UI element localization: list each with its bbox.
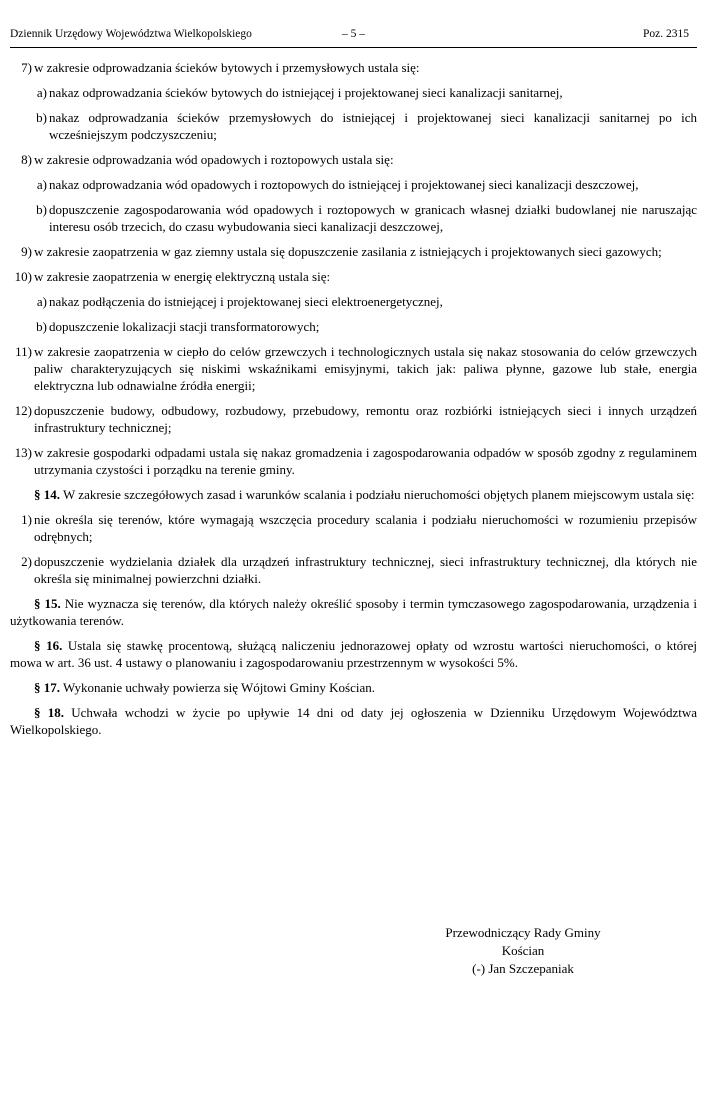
page-number: – 5 – — [342, 28, 365, 40]
list-item-12 — [10, 402, 697, 436]
item-text: w zakresie zaopatrzenia w gaz ziemny ustala się dopuszczenie zasilania z istniejących i projektowanych sieci gazowych; — [34, 244, 662, 259]
item-letter: a) — [36, 177, 47, 192]
list-item-7b — [10, 109, 697, 143]
paragraph-label: § 17. — [34, 680, 60, 695]
item-text: w zakresie gospodarki odpadami ustala się nakaz gromadzenia i zagospodarowania odpadów w sposób zgodny z regulaminem utrzymania czystości i porządku na terenie gminy. — [34, 445, 697, 477]
item-text: dopuszczenie zagospodarowania wód opadowych i roztopowych w granicach własnej działki budowlanej nie naruszając interesu osób trzecich, do czasu wybudowania sieci kanalizacji deszczowej, — [49, 202, 697, 234]
list-item-9 — [10, 243, 697, 260]
signature-block — [423, 924, 623, 978]
item-text: dopuszczenie budowy, odbudowy, rozbudowy, przebudowy, remontu oraz rozbiórki istniejących sieci i innych urządzeń infrastruktury technicznej; — [34, 403, 697, 435]
list-item-8a — [10, 176, 697, 193]
paragraph-17 — [10, 679, 697, 696]
item-text: nakaz odprowadzania wód opadowych i roztopowych do istniejącej i projektowanej sieci kanalizacji deszczowej, — [49, 177, 639, 192]
item-number: 8) — [21, 152, 32, 167]
paragraph-label: § 14. — [34, 487, 60, 502]
paragraph-18 — [10, 704, 697, 738]
paragraph-text: Uchwała wchodzi w życie po upływie 14 dni od daty jej ogłoszenia w Dzienniku Urzędowym Województwa Wielkopolskiego. — [10, 705, 698, 737]
signature-place: Kościan — [501, 943, 545, 958]
item-letter: b) — [36, 319, 47, 334]
item-text: nakaz podłączenia do istniejącej i projektowanej sieci elektroenergetycznej, — [49, 294, 443, 309]
item-text: w zakresie odprowadzania ścieków bytowych i przemysłowych ustala się: — [34, 60, 420, 75]
paragraph-15 — [10, 595, 697, 629]
paragraph-text: Nie wyznacza się terenów, dla których należy określić sposoby i termin tymczasowego zagospodarowania, urządzenia i użytkowania terenów. — [10, 596, 698, 628]
item-text: dopuszczenie wydzielania działek dla urządzeń infrastruktury technicznej, sieci infrastruktury technicznej, dla których nie określa się minimalnej powierzchni działki. — [34, 554, 697, 586]
list-item-11 — [10, 343, 697, 394]
item-letter: a) — [36, 85, 47, 100]
document-body — [10, 59, 697, 738]
item-letter: a) — [36, 294, 47, 309]
item-text: w zakresie zaopatrzenia w ciepło do celów grzewczych i technologicznych ustala się nakaz stosowania do celów grzewczych paliw charakteryzujących się niskimi wskaźnikami emisyjnymi, takich jak: paliwa płynne, gazowe lub stałe, energia elektryczna lub odnawialne źródła energii; — [34, 344, 697, 393]
list-item-10a — [10, 293, 697, 310]
signature-name: (-) Jan Szczepaniak — [472, 961, 574, 976]
paragraph-text: Wykonanie uchwały powierza się Wójtowi Gminy Kościan. — [63, 680, 375, 695]
item-number: 10) — [14, 269, 32, 284]
paragraph-14-item-1 — [10, 511, 697, 545]
page-header — [10, 26, 697, 48]
item-number: 7) — [21, 60, 32, 75]
list-item-7 — [10, 59, 697, 76]
item-letter: b) — [36, 202, 47, 217]
position-number: Poz. 2315 — [643, 28, 689, 40]
paragraph-16 — [10, 637, 697, 671]
document-page — [0, 26, 707, 1115]
list-item-10 — [10, 268, 697, 285]
journal-title: Dziennik Urzędowy Województwa Wielkopolskiego — [10, 28, 252, 40]
paragraph-label: § 15. — [34, 596, 61, 611]
item-text: nie określa się terenów, które wymagają wszczęcia procedury scalania i podziału nieruchomości w rozumieniu przepisów odrębnych; — [34, 512, 697, 544]
paragraph-text: Ustala się stawkę procentową, służącą naliczeniu jednorazowej opłaty od wzrostu wartości nieruchomości, o której mowa w art. 36 ust. 4 ustawy o planowaniu i zagospodarowaniu przestrzennym w wysokości 5%. — [10, 638, 697, 670]
paragraph-14 — [10, 486, 697, 503]
paragraph-label: § 16. — [34, 638, 63, 653]
item-number: 13) — [14, 445, 32, 460]
list-item-10b — [10, 318, 697, 335]
paragraph-text: W zakresie szczegółowych zasad i warunków scalania i podziału nieruchomości objętych planem miejscowym ustala się: — [63, 487, 695, 502]
item-number: 9) — [21, 244, 32, 259]
paragraph-label: § 18. — [34, 705, 64, 720]
item-letter: b) — [36, 110, 47, 125]
item-number: 1) — [21, 512, 32, 527]
item-number: 12) — [14, 403, 32, 418]
list-item-8b — [10, 201, 697, 235]
item-number: 11) — [15, 344, 32, 359]
item-text: w zakresie zaopatrzenia w energię elektryczną ustala się: — [34, 269, 331, 284]
item-text: dopuszczenie lokalizacji stacji transformatorowych; — [49, 319, 320, 334]
list-item-13 — [10, 444, 697, 478]
paragraph-14-item-2 — [10, 553, 697, 587]
item-text: nakaz odprowadzania ścieków przemysłowych do istniejącej i projektowanej sieci kanalizacji sanitarnej po ich wcześniejszym podczyszczeniu; — [49, 110, 697, 142]
item-text: nakaz odprowadzania ścieków bytowych do istniejącej i projektowanej sieci kanalizacji sanitarnej, — [49, 85, 563, 100]
item-number: 2) — [21, 554, 32, 569]
list-item-8 — [10, 151, 697, 168]
item-text: w zakresie odprowadzania wód opadowych i roztopowych ustala się: — [34, 152, 394, 167]
list-item-7a — [10, 84, 697, 101]
signature-title: Przewodniczący Rady Gminy — [445, 925, 601, 940]
